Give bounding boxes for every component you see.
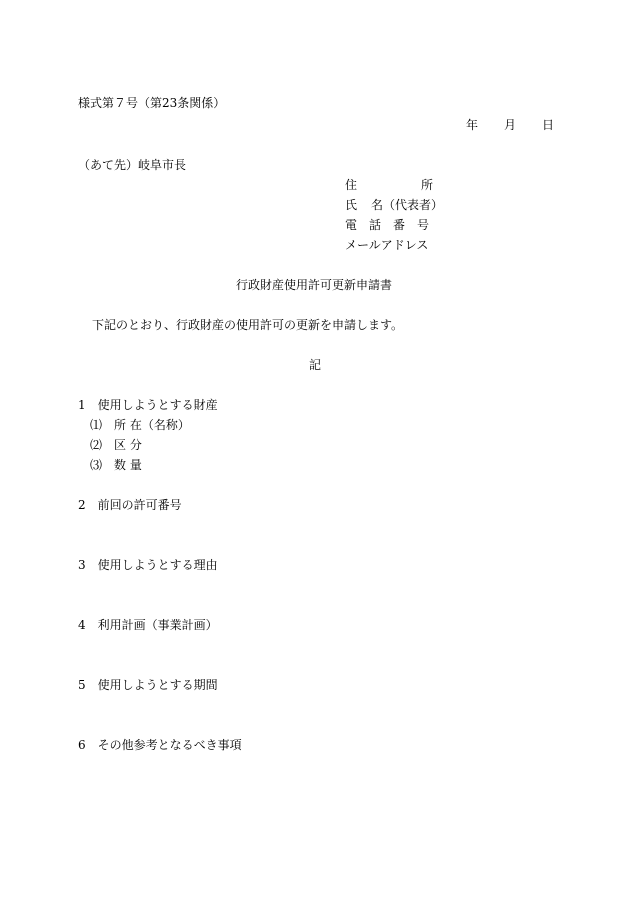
item-3-number: 3	[78, 558, 86, 572]
item-4-label: 利用計画（事業計画）	[97, 618, 218, 632]
sub-item-3-number: ⑶	[90, 458, 103, 472]
item-2	[78, 498, 182, 512]
sub-item-1	[90, 418, 190, 432]
addressee: （あて先）岐阜市長	[78, 158, 187, 172]
name-label-1: 氏	[345, 198, 358, 212]
sub-item-3-label: 数 量	[114, 458, 142, 472]
sub-item-2-label: 区 分	[114, 438, 142, 452]
date-line	[466, 118, 554, 132]
date-month-label: 月	[504, 118, 517, 132]
item-5-number: 5	[78, 678, 86, 692]
item-4	[78, 618, 218, 632]
date-year-label: 年	[466, 118, 479, 132]
name-label-2: 名（代表者）	[371, 198, 444, 212]
sub-item-1-number: ⑴	[90, 418, 103, 432]
sub-item-1-label: 所 在（名称）	[114, 418, 190, 432]
date-day-label: 日	[542, 118, 555, 132]
item-2-label: 前回の許可番号	[97, 498, 182, 512]
item-3	[78, 558, 218, 572]
address-label	[345, 178, 433, 192]
item-5-label: 使用しようとする期間	[97, 678, 218, 692]
ki-heading: 記	[309, 358, 322, 372]
item-4-number: 4	[78, 618, 86, 632]
item-1-label: 使用しようとする財産	[97, 398, 218, 412]
item-6	[78, 738, 242, 752]
address-label-1: 住	[345, 178, 358, 192]
item-1	[78, 398, 218, 412]
item-5	[78, 678, 218, 692]
intro-text: 下記のとおり、行政財産の使用許可の更新を申請します。	[92, 318, 404, 332]
sub-item-2-number: ⑵	[90, 438, 103, 452]
sub-item-3	[90, 458, 142, 472]
name-label	[345, 198, 443, 212]
item-1-number: 1	[78, 398, 86, 412]
item-6-number: 6	[78, 738, 86, 752]
address-label-2: 所	[421, 178, 434, 192]
item-2-number: 2	[78, 498, 86, 512]
form-number: 様式第７号（第23条関係）	[78, 96, 226, 110]
email-label: メールアドレス	[345, 238, 429, 252]
item-3-label: 使用しようとする理由	[97, 558, 218, 572]
phone-label: 電 話 番 号	[345, 218, 430, 232]
sub-item-2	[90, 438, 142, 452]
document-title: 行政財産使用許可更新申請書	[236, 278, 393, 292]
item-6-label: その他参考となるべき事項	[97, 738, 242, 752]
